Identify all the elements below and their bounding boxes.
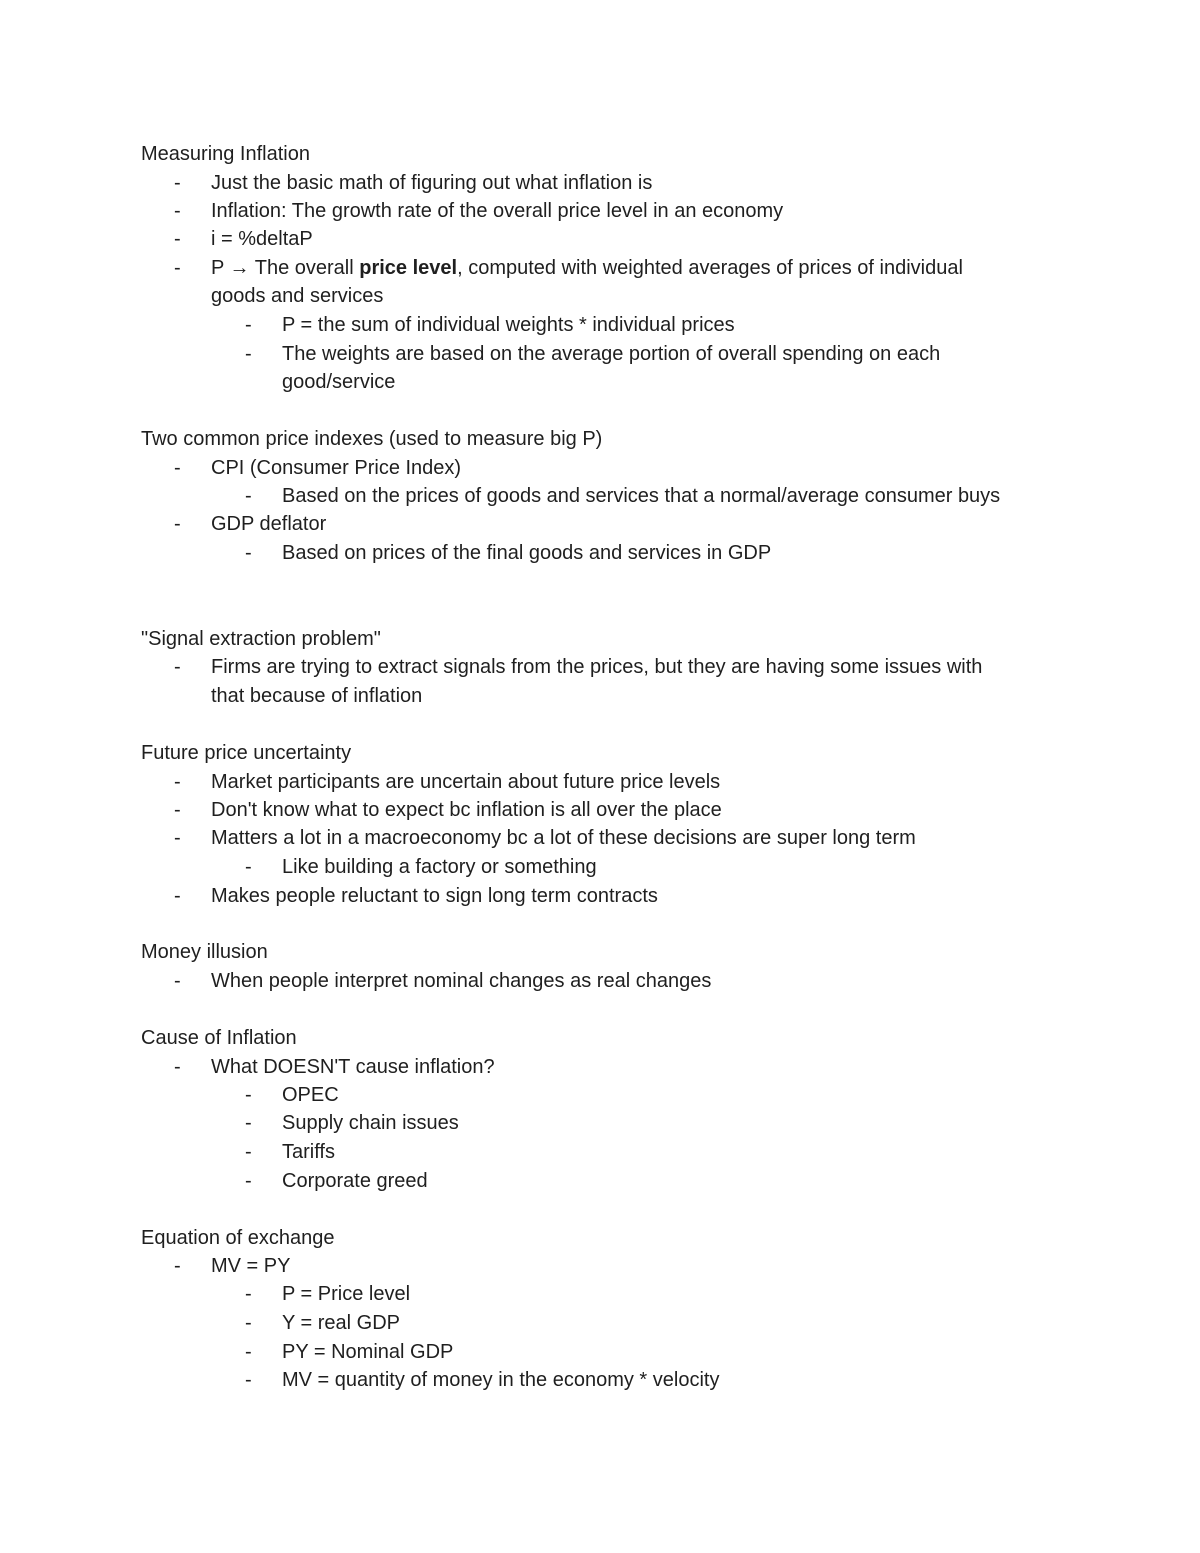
sub-bullet-text: The weights are based on the average portion of overall spending on each — [282, 343, 941, 365]
bullet-text: When people interpret nominal changes as real changes — [211, 970, 712, 992]
sub-bullet-dash: - — [245, 1112, 252, 1134]
bullet-dash: - — [174, 799, 181, 821]
sub-bullet-dash: - — [245, 1170, 252, 1192]
bullet-dash: - — [174, 172, 181, 194]
bullet-text-continuation: that because of inflation — [211, 685, 423, 707]
sub-bullet-text: P = the sum of individual weights * individual prices — [282, 314, 735, 336]
section-heading-equation-of-exchange: Equation of exchange — [141, 1227, 335, 1249]
sub-bullet-dash: - — [245, 856, 252, 878]
sub-bullet-dash: - — [245, 485, 252, 507]
bullet-text: Don't know what to expect bc inflation is all over the place — [211, 799, 722, 821]
bullet-dash: - — [174, 771, 181, 793]
sub-bullet-text: Supply chain issues — [282, 1112, 459, 1134]
bullet-text: What DOESN'T cause inflation? — [211, 1056, 495, 1078]
sub-bullet-dash: - — [245, 1369, 252, 1391]
sub-bullet-text: OPEC — [282, 1084, 339, 1106]
bullet-text-price-level — [211, 254, 963, 282]
sub-bullet-text: Y = real GDP — [282, 1312, 401, 1334]
bullet-text-part: , computed with weighted averages of prices of individual — [457, 257, 963, 279]
bullet-dash: - — [174, 257, 181, 279]
bullet-text: Inflation: The growth rate of the overall price level in an economy — [211, 200, 784, 222]
sub-bullet-dash: - — [245, 1084, 252, 1106]
sub-bullet-text: Based on the prices of goods and services that a normal/average consumer buys — [282, 485, 1001, 507]
bullet-text: i = %deltaP — [211, 228, 313, 250]
sub-bullet-text: P = Price level — [282, 1283, 411, 1305]
bullet-text: CPI (Consumer Price Index) — [211, 457, 462, 479]
bullet-text: GDP deflator — [211, 513, 327, 535]
bullet-text: Just the basic math of figuring out what inflation is — [211, 172, 653, 194]
sub-bullet-text: Like building a factory or something — [282, 856, 597, 878]
bullet-text: MV = PY — [211, 1255, 291, 1277]
bullet-dash: - — [174, 228, 181, 250]
bullet-text-continuation: goods and services — [211, 285, 384, 307]
sub-bullet-text-continuation: good/service — [282, 371, 396, 393]
sub-bullet-text: Based on prices of the final goods and services in GDP — [282, 542, 772, 564]
section-heading-price-uncertainty: Future price uncertainty — [141, 742, 352, 764]
bullet-dash: - — [174, 1056, 181, 1078]
bullet-dash: - — [174, 656, 181, 678]
sub-bullet-dash: - — [245, 1141, 252, 1163]
sub-bullet-text: Corporate greed — [282, 1170, 428, 1192]
bullet-text: Firms are trying to extract signals from the prices, but they are having some issues with — [211, 656, 983, 678]
section-heading-price-indexes: Two common price indexes (used to measure big P) — [141, 428, 603, 450]
sub-bullet-dash: - — [245, 1341, 252, 1363]
bullet-dash: - — [174, 1255, 181, 1277]
section-heading-signal-extraction: "Signal extraction problem" — [141, 628, 381, 650]
sub-bullet-dash: - — [245, 343, 252, 365]
bullet-dash: - — [174, 457, 181, 479]
section-heading-money-illusion: Money illusion — [141, 941, 268, 963]
bullet-text: Matters a lot in a macroeconomy bc a lot of these decisions are super long term — [211, 827, 916, 849]
bullet-text: Makes people reluctant to sign long term contracts — [211, 885, 658, 907]
section-heading-measuring-inflation: Measuring Inflation — [141, 143, 310, 165]
section-heading-cause-of-inflation: Cause of Inflation — [141, 1027, 297, 1049]
bullet-dash: - — [174, 970, 181, 992]
bullet-text: Market participants are uncertain about future price levels — [211, 771, 721, 793]
sub-bullet-text: PY = Nominal GDP — [282, 1341, 454, 1363]
sub-bullet-text: MV = quantity of money in the economy * velocity — [282, 1369, 720, 1391]
sub-bullet-text: Tariffs — [282, 1141, 335, 1163]
bullet-dash: - — [174, 885, 181, 907]
sub-bullet-dash: - — [245, 1312, 252, 1334]
bullet-text-part: P → The overall — [211, 257, 360, 279]
sub-bullet-dash: - — [245, 1283, 252, 1305]
sub-bullet-dash: - — [245, 314, 252, 336]
bold-term-price-level: price level — [359, 257, 458, 279]
bullet-dash: - — [174, 827, 181, 849]
bullet-dash: - — [174, 513, 181, 535]
sub-bullet-dash: - — [245, 542, 252, 564]
bullet-dash: - — [174, 200, 181, 222]
